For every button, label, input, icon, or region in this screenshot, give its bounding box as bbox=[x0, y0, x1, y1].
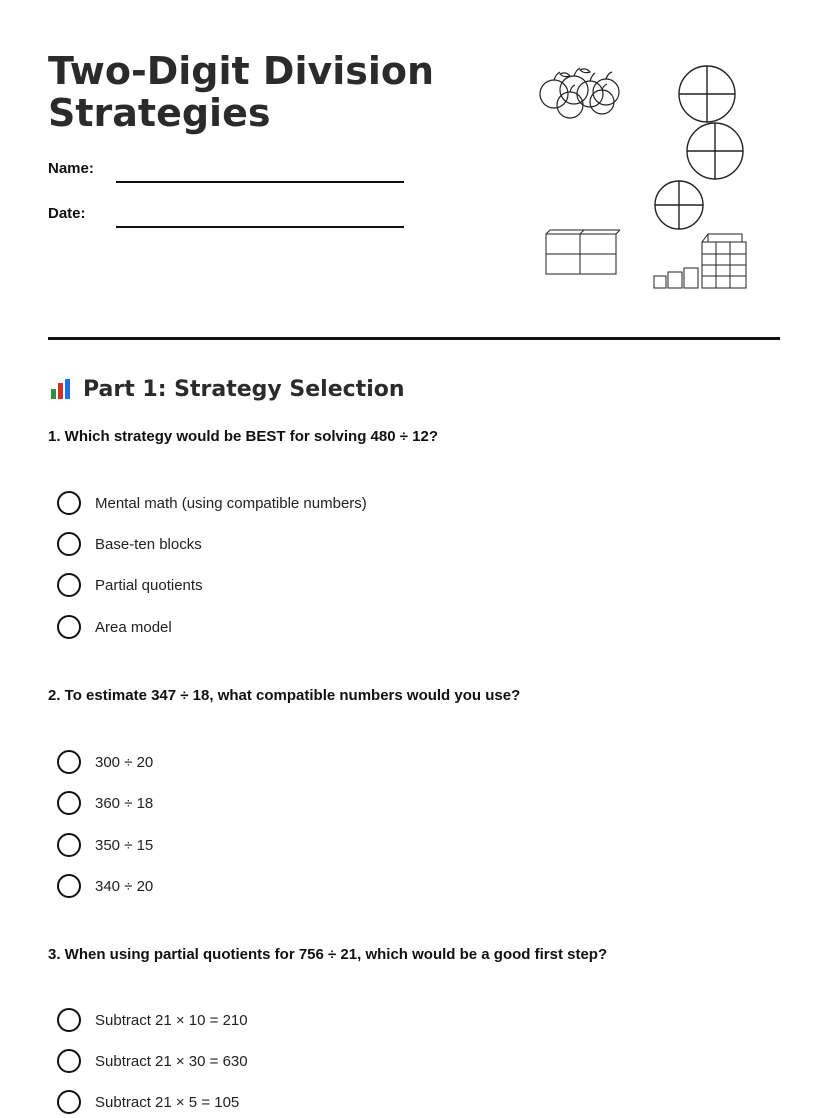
question-3: 3. When using partial quotients for 756 ÷ 21, which would be a good first step? bbox=[48, 946, 608, 963]
radio-button[interactable] bbox=[57, 1090, 81, 1114]
radio-button[interactable] bbox=[57, 1008, 81, 1032]
name-write-line[interactable] bbox=[116, 181, 404, 183]
option-label: Subtract 21 × 30 = 630 bbox=[95, 1052, 248, 1070]
answer-option[interactable] bbox=[57, 489, 367, 517]
answer-option[interactable] bbox=[57, 789, 153, 817]
option-label: 340 ÷ 20 bbox=[95, 877, 154, 895]
answer-option[interactable] bbox=[57, 1088, 239, 1116]
option-label: 350 ÷ 15 bbox=[95, 836, 154, 854]
answer-option[interactable] bbox=[57, 872, 153, 900]
option-label: 300 ÷ 20 bbox=[95, 753, 154, 771]
radio-button[interactable] bbox=[57, 615, 81, 639]
answer-option[interactable] bbox=[57, 571, 203, 599]
bar-chart-icon bbox=[48, 377, 72, 401]
option-label: Subtract 21 × 5 = 105 bbox=[95, 1093, 240, 1111]
name-label: Name: bbox=[48, 160, 94, 177]
option-label: Partial quotients bbox=[95, 576, 203, 594]
base-ten-flats-icon bbox=[546, 230, 620, 274]
question-1: 1. Which strategy would be BEST for solving 480 ÷ 12? bbox=[48, 428, 438, 445]
radio-button[interactable] bbox=[57, 532, 81, 556]
fraction-circle-icon bbox=[655, 181, 703, 229]
page-title: Two-Digit Division Strategies bbox=[48, 49, 435, 135]
radio-button[interactable] bbox=[57, 491, 81, 515]
option-label: Mental math (using compatible numbers) bbox=[95, 494, 367, 512]
radio-button[interactable] bbox=[57, 750, 81, 774]
section-header bbox=[48, 372, 405, 406]
base-ten-blocks-icon bbox=[654, 234, 746, 288]
date-label: Date: bbox=[48, 205, 86, 222]
fraction-circle-icon bbox=[687, 123, 743, 179]
date-field[interactable] bbox=[48, 205, 408, 235]
answer-option[interactable] bbox=[57, 748, 153, 776]
question-2: 2. To estimate 347 ÷ 18, what compatible numbers would you use? bbox=[48, 687, 521, 704]
option-label: Base-ten blocks bbox=[95, 535, 202, 553]
name-field[interactable] bbox=[48, 160, 408, 190]
radio-button[interactable] bbox=[57, 573, 81, 597]
math-manipulatives-clipart bbox=[530, 62, 760, 302]
option-label: Subtract 21 × 10 = 210 bbox=[95, 1011, 248, 1029]
date-write-line[interactable] bbox=[116, 226, 404, 228]
apples-icon bbox=[540, 68, 619, 118]
answer-option[interactable] bbox=[57, 613, 172, 641]
answer-option[interactable] bbox=[57, 530, 202, 558]
answer-option[interactable] bbox=[57, 1006, 248, 1034]
answer-option[interactable] bbox=[57, 1047, 248, 1075]
option-label: Area model bbox=[95, 618, 172, 636]
fraction-circle-icon bbox=[679, 66, 735, 122]
option-label: 360 ÷ 18 bbox=[95, 794, 154, 812]
radio-button[interactable] bbox=[57, 874, 81, 898]
radio-button[interactable] bbox=[57, 791, 81, 815]
section-title: Part 1: Strategy Selection bbox=[83, 376, 405, 402]
section-divider bbox=[48, 337, 780, 340]
answer-option[interactable] bbox=[57, 831, 153, 859]
radio-button[interactable] bbox=[57, 833, 81, 857]
radio-button[interactable] bbox=[57, 1049, 81, 1073]
